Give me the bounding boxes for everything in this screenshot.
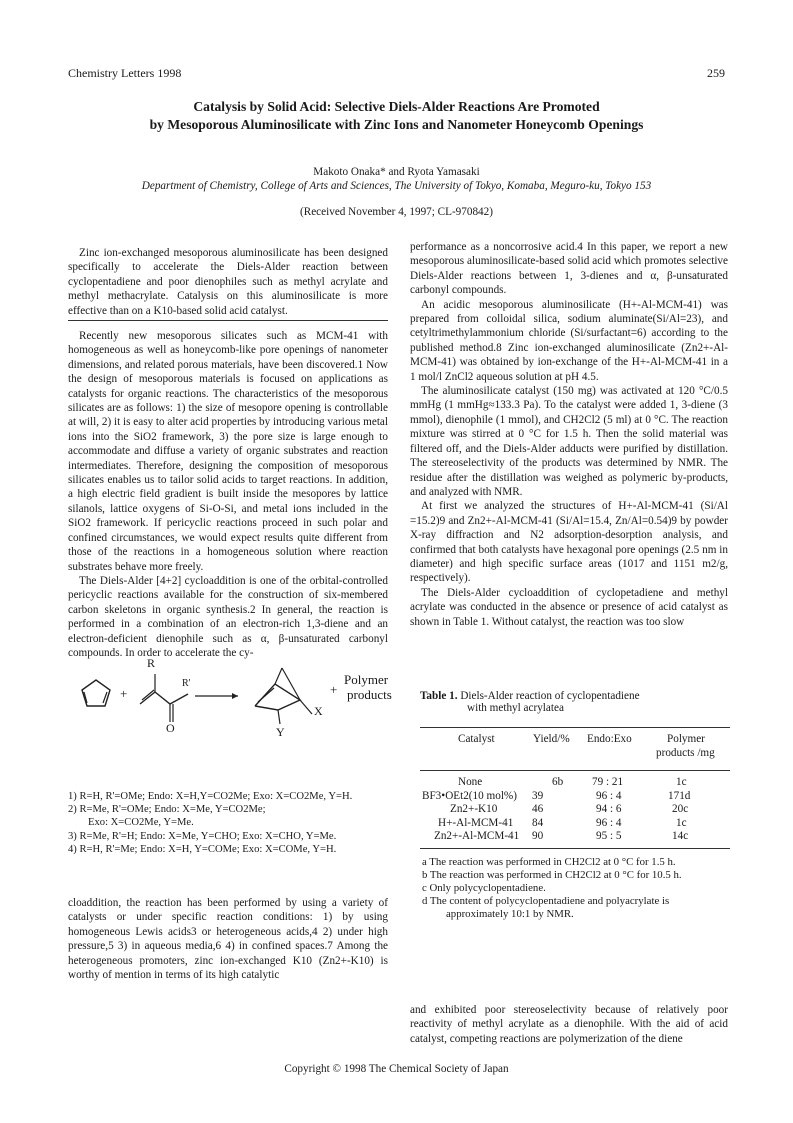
col-header-endo-exo: Endo:Exo: [587, 733, 632, 745]
reaction-scheme: [60, 656, 395, 777]
title-line-1: Catalysis by Solid Acid: Selective Diels-Alder Reactions Are Promoted: [193, 99, 600, 114]
cell-polymer: 1c: [676, 816, 687, 829]
products-label: products: [347, 687, 392, 702]
table-label: Table 1.: [420, 690, 458, 702]
table-row: [420, 817, 730, 831]
performance-paragraph: performance as a noncorrosive acid.4 In this paper, we report a new mesoporous aluminosilicate-based solid acid which promotes selective Diels-Alder reactions between 1, 3-dienes and α, β-unsaturated carbonyl compounds.: [410, 241, 728, 297]
cell-polymer: 20c: [672, 803, 689, 815]
table-header-rule: [420, 770, 730, 771]
cell-catalyst: None: [458, 776, 483, 788]
table-caption-line-1: Diels-Alder reaction of cyclopentadiene: [460, 690, 640, 702]
left-body-continued: [68, 896, 388, 982]
table-row: [420, 776, 730, 790]
scheme-note: 1) R=H, R'=OMe; Endo: X=H,Y=CO2Me; Exo: X=CO2Me, Y=H.: [68, 791, 353, 802]
cell-yield: 46: [532, 803, 544, 815]
selectivity-paragraph: and exhibited poor stereoselectivity because of relatively poor reactivity of methyl acrylate as a dienophile. With the aid of acid catalyst, competing reactions are polymerization of the diene: [410, 1004, 728, 1045]
label-x: X: [314, 704, 323, 718]
right-body-continued: [410, 1003, 728, 1046]
label-r-prime: R': [182, 678, 191, 689]
cell-endo-exo: 95 : 5: [596, 830, 622, 842]
cell-catalyst: Zn2+-K10: [450, 803, 498, 815]
cell-polymer: 14c: [672, 830, 689, 842]
table-row: [420, 790, 730, 804]
intro-paragraph: Recently new mesoporous silicates such as MCM-41 with homogeneous as well as honeycomb-like pore openings of nanometer dimensions, and related porous materials, have been discovered.1 Now the design of mesoporous materials is focused on applications as catalysts for organic reactions. The characteristics of the mesoporous silicates are as follows: 1) the size of mesopore opening is controllable at will, 2) it is easy to alter acid properties by introducing various metal ions into the SiO2 framework, 3) the pore size is large enough to accommodate and diffuse a variety of organic substrates and reaction intermediates. Therefore, designing the composition of mesoporous silicates enables us to tailor solid acids to target reactions. In addition, a high electric field gradient is built inside the mesopores by lattice silanols, lattice oxygens of Si-O-Si, and metal ions included in the SiO2 framework. If pericyclic reactions proceed in such polar and confined circumstances, we would expect results quite different from those of the reactions in a homogeneous solution where reaction substrates behave more freely.: [68, 330, 389, 573]
table-caption: [420, 690, 730, 714]
table-row: [420, 830, 730, 844]
table-header: [420, 733, 730, 767]
cell-yield: 6b: [552, 776, 564, 788]
scheme-notes: [68, 790, 398, 856]
table-footnote: approximately 10:1 by NMR.: [446, 908, 574, 920]
cell-catalyst: H+-Al-MCM-41: [438, 816, 514, 829]
cell-polymer: 171d: [668, 789, 691, 802]
table-footnote: c Only polycyclopentadiene.: [422, 882, 546, 894]
label-o: O: [166, 721, 175, 735]
cycloaddition-paragraph: cloaddition, the reaction has been performed by using a variety of catalysts or under specific reaction conditions: 1) by using homogeneous Lewis acids3 or heterogeneous acids,4 2) under high pressure,5 3) in aqueous media,6 4) in confined spaces.7 Among the heterogeneous promoters, zinc ion-exchanged K10 (Zn2+-K10) is worthy of mention in terms of its high catalytic: [68, 897, 388, 982]
table-row: [420, 803, 730, 817]
dienophile-structure: [140, 692, 188, 704]
title-line-2: by Mesoporous Aluminosilicate with Zinc Ions and Nanometer Honeycomb Openings: [149, 117, 644, 132]
scheme-note: 4) R=H, R'=Me; Endo: X=H, Y=COMe; Exo: X=COMe, Y=H.: [68, 843, 337, 855]
copyright-footer: Copyright © 1998 The Chemical Society of Japan: [284, 1063, 509, 1075]
abstract-divider: [68, 320, 388, 321]
plus-sign: +: [120, 686, 128, 701]
polymer-label: Polymer: [344, 672, 389, 687]
cell-endo-exo: 96 : 4: [596, 816, 622, 829]
journal-header: Chemistry Letters 1998: [68, 66, 182, 80]
cell-yield: 84: [532, 816, 544, 829]
cell-endo-exo: 96 : 4: [596, 789, 622, 802]
label-r: R: [147, 656, 156, 670]
cell-polymer: 1c: [676, 776, 687, 788]
cell-yield: 39: [532, 789, 544, 802]
cell-catalyst: Zn2+-Al-MCM-41: [434, 830, 520, 842]
col-header-polymer: Polymer: [667, 733, 705, 745]
affiliation: Department of Chemistry, College of Arts and Sciences, The University of Tokyo, Komaba, Meguro-ku, Tokyo 153: [141, 180, 652, 192]
plus-sign-2: +: [330, 682, 338, 697]
right-column: [410, 240, 728, 629]
procedure-paragraph: The aluminosilicate catalyst (150 mg) was activated at 120 °C/0.5 mmHg (1 mmHg≈133.3 Pa). To the catalyst were added 1, 3-diene (3 mmol), dienophile (1 mmol), and CH2Cl2 (5 ml) at 0 °C. The reaction mixture was stirred at 0 °C for 1.5 h. Then the solid material was filtered off, and the Diels-Alder adducts were purified by distillation. The stereoselectivity of the products was determined by NMR. The residue after the distillation was weighed as polymeric by-products, and analyzed with NMR.: [410, 385, 728, 498]
received-date: (Received November 4, 1997; CL-970842): [300, 206, 493, 218]
authors: Makoto Onaka* and Ryota Yamasaki: [313, 166, 480, 178]
cell-endo-exo: 79 : 21: [592, 776, 624, 788]
preparation-paragraph: An acidic mesoporous aluminosilicate (H+-Al-MCM-41) was prepared from colloidal silica, sodium aluminate(Si/Al=23), and cetyltrimethylammonium chloride (Si/surfactant=6) according to the published method.8 Zinc ion-exchanged aluminosilicate (Zn2+-Al-MCM-41) was obtained by ion-exchange of the H+-Al-MCM-41 in a 1 mol/l ZnCl2 aqueous solution at pH 4.5.: [410, 298, 728, 383]
table-body: [420, 776, 730, 844]
left-column: [68, 246, 388, 318]
analysis-paragraph: At first we analyzed the structures of H+-Al-MCM-41 (Si/Al =15.2)9 and Zn2+-Al-MCM-41 (Si/Al=15.4, Zn/Al=0.54)9 by powder X-ray diffraction and N2 adsorption-desorption analysis, and confirmed that both catalysts have hexagonal pore openings (2.5 nm in diameter) and high specific surface areas (1017 and 1151 m2/g, respectively).: [410, 500, 728, 585]
left-body: [68, 329, 388, 660]
results-paragraph: The Diels-Alder cycloaddition of cyclopetadiene and methyl acrylate was conducted in the absence or presence of acid catalyst as shown in Table 1. Without catalyst, the reaction was too slow: [410, 586, 728, 628]
table-footnote: b The reaction was performed in CH2Cl2 at 0 °C for 10.5 h.: [422, 869, 682, 881]
cell-yield: 90: [532, 830, 544, 842]
page-number: 259: [707, 66, 725, 80]
table-footnote: d The content of polycyclopentadiene and polyacrylate is: [422, 895, 670, 907]
table-bottom-rule: [420, 848, 730, 849]
table-top-rule: [420, 727, 730, 728]
col-header-catalyst: Catalyst: [458, 733, 495, 745]
scheme-note: Exo: X=CO2Me, Y=Me.: [88, 817, 194, 829]
abstract: Zinc ion-exchanged mesoporous aluminosilicate has been designed specifically to accelerate the Diels-Alder reaction between cyclopentadiene and poor dienophiles such as methyl acrylate and methyl methacrylate. Catalysis on this aluminosilicate is more effective than on a K10-based solid acid catalyst.: [68, 247, 388, 317]
table-caption-line-2: with methyl acrylatea: [467, 702, 564, 714]
table-footnote: a The reaction was performed in CH2Cl2 at 0 °C for 1.5 h.: [422, 856, 676, 868]
scheme-note: 2) R=Me, R'=OMe; Endo: X=Me, Y=CO2Me;: [68, 804, 266, 816]
col-header-products: products /mg: [656, 747, 715, 759]
label-y: Y: [276, 725, 285, 739]
cell-catalyst: BF3•OEt2(10 mol%): [422, 789, 517, 802]
scheme-note: 3) R=Me, R'=H; Endo: X=Me, Y=CHO; Exo: X=CHO, Y=Me.: [68, 830, 337, 842]
table-footnotes: [422, 856, 742, 921]
cell-endo-exo: 94 : 6: [596, 803, 622, 815]
col-header-yield: Yield/%: [533, 733, 570, 745]
diels-alder-paragraph: The Diels-Alder [4+2] cycloaddition is one of the orbital-controlled pericyclic reactions available for the construction of six-membered carbon skeletons in organic synthesis.2 In general, the reaction is performed in a combination of an electron-rich 1,3-diene and an electron-deficient dienophile such as α, β-unsaturated carbonyl compounds. In order to accelerate the cy-: [68, 574, 388, 659]
